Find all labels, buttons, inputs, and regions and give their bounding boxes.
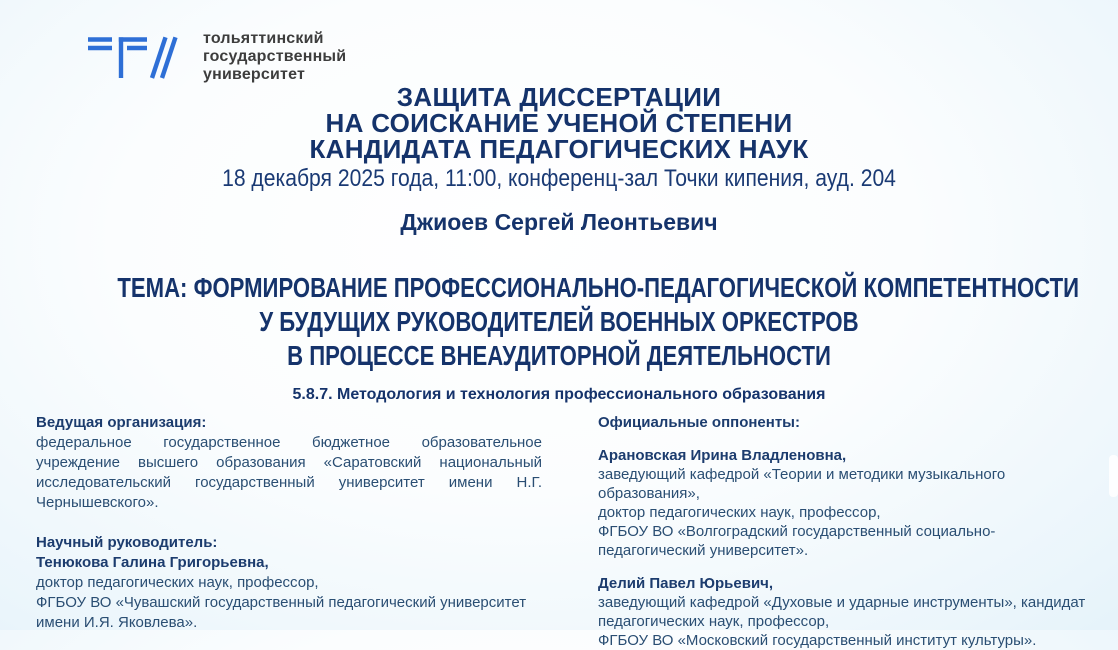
opponent-position: заведующий кафедрой «Духовые и ударные инструменты», кандидат педагогических наук, профессор, (598, 594, 1086, 630)
university-name-line: государственный (203, 48, 347, 65)
details-columns (36, 413, 1090, 650)
page-title (0, 84, 1118, 162)
opponent-affiliation: ФГБОУ ВО «Волгоградский государственный социально-педагогический университет». (598, 523, 996, 559)
title-line-3: КАНДИДАТА ПЕДАГОГИЧЕСКИХ НАУК (309, 134, 809, 164)
header-stack (0, 84, 1118, 404)
scrollbar-thumb[interactable] (1109, 455, 1118, 497)
advisor-label: Научный руководитель: (36, 534, 218, 551)
topic-line-1: ТЕМА: ФОРМИРОВАНИЕ ПРОФЕССИОНАЛЬНО-ПЕДАГОГИЧЕСКОЙ КОМПЕТЕНТНОСТИ (117, 272, 1080, 303)
university-name-line: университет (203, 66, 305, 83)
left-column (36, 413, 542, 650)
advisor-affiliation: ФГБОУ ВО «Чувашский государственный педагогический университет имени И.Я. Яковлева». (36, 594, 527, 631)
candidate-name: Джиоев Сергей Леонтьевич (400, 209, 718, 235)
specialty-code: 5.8.7. Методология и технология профессионального образования (292, 386, 826, 403)
university-logo (88, 30, 346, 84)
opponent-name: Арановская Ирина Владленовна, (598, 447, 847, 464)
topic-line-3: В ПРОЦЕССЕ ВНЕАУДИТОРНОЙ ДЕЯТЕЛЬНОСТИ (287, 340, 831, 371)
opponents-label: Официальные оппоненты: (598, 414, 800, 431)
leading-org-text: федеральное государственное бюджетное образовательное учреждение высшего образования «Саратовский национальный исследовательский государственный университет имени Н.Г. Чернышевского». (36, 434, 542, 511)
title-line-2: НА СОИСКАНИЕ УЧЕНОЙ СТЕПЕНИ (325, 108, 793, 138)
university-name-line: тольяттинский (203, 30, 324, 47)
opponent-block (598, 446, 1090, 560)
advisor-name: Тенюкова Галина Григорьевна, (36, 554, 269, 571)
dissertation-topic (0, 271, 1118, 373)
title-line-1: ЗАЩИТА ДИССЕРТАЦИИ (396, 82, 722, 112)
opponent-position: заведующий кафедрой «Теории и методики музыкального образования», (598, 466, 1006, 502)
event-datetime-location: 18 декабря 2025 года, 11:00, конференц-зал Точки кипения, ауд. 204 (222, 165, 896, 192)
university-name (203, 30, 346, 84)
opponent-name: Делий Павел Юрьевич, (598, 575, 774, 592)
opponent-affiliation: ФГБОУ ВО «Московский государственный институт культуры». (598, 632, 1037, 649)
right-column (598, 413, 1090, 650)
topic-line-2: У БУДУЩИХ РУКОВОДИТЕЛЕЙ ВОЕННЫХ ОРКЕСТРОВ (259, 306, 859, 337)
leading-org-label: Ведущая организация: (36, 414, 207, 431)
advisor-degree: доктор педагогических наук, профессор, (36, 574, 319, 591)
tgu-logo-icon (88, 35, 185, 79)
opponent-block (598, 574, 1090, 650)
opponent-degree: доктор педагогических наук, профессор, (598, 504, 881, 521)
